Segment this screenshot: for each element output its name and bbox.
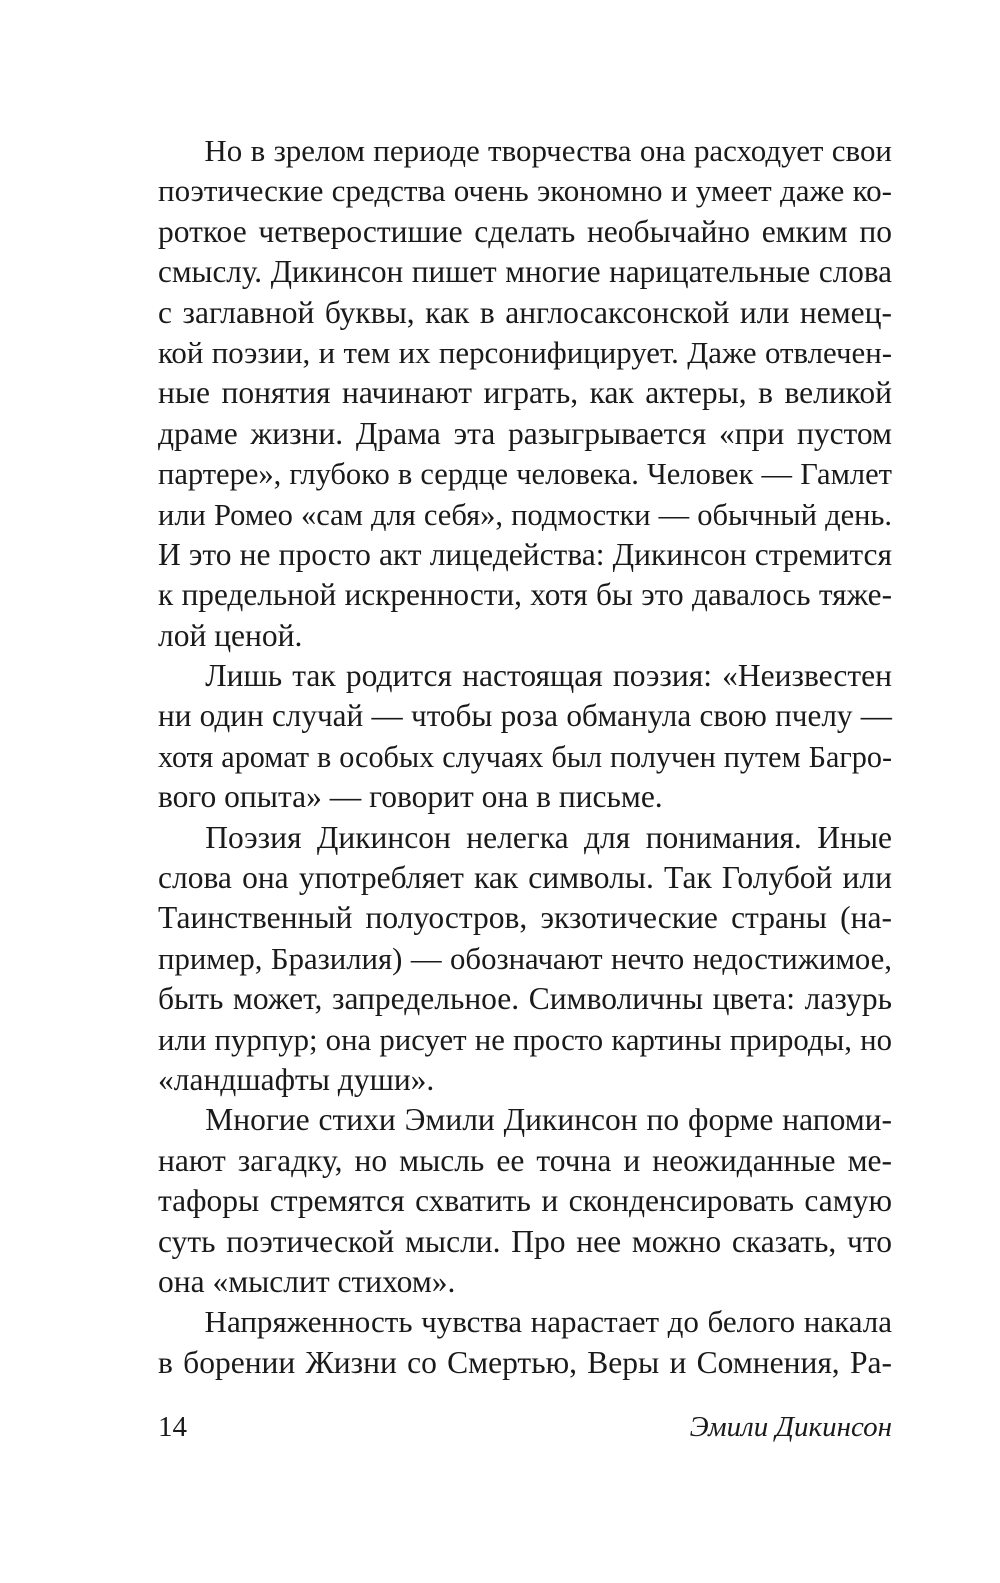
text-line: Таинственный полуостров, экзотические страны (на- [158, 900, 892, 936]
text-line: ные понятия начинают играть, как актеры, в великой [158, 375, 892, 411]
text-line: смыслу. Дикинсон пишет многие нарицательные слова [158, 254, 892, 290]
paragraph-1 [158, 131, 892, 656]
text-line: драме жизни. Драма эта разыгрывается «при пустом [158, 415, 892, 451]
text-line: Поэзия Дикинсон нелегка для понимания. Иные [158, 819, 892, 855]
text-line: Но в зрелом периоде творчества она расходует свои [158, 133, 892, 168]
text-line: с заглавной буквы, как в англосаксонской или немец- [158, 294, 892, 330]
text-line: или пурпур; она рисует не просто картины природы, но [158, 1022, 892, 1057]
text-line: пример, Бразилия) — обозначают нечто недостижимое, [158, 941, 892, 976]
text-line: тафоры стремятся схватить и сконденсировать самую [158, 1183, 892, 1219]
text-line: нают загадку, но мысль ее точна и неожиданные ме- [158, 1142, 892, 1178]
text-line: или Ромео «сам для себя», подмостки — обычный день. [158, 497, 892, 532]
paragraph-2 [158, 656, 892, 818]
paragraph-5 [158, 1302, 892, 1383]
text-line: Лишь так родится настоящая поэзия: «Неизвестен [158, 658, 892, 694]
text-line: И это не просто акт лицедейства: Дикинсон стремится [158, 536, 892, 572]
page-number: 14 [158, 1411, 187, 1443]
text-line: лой ценой. [158, 617, 303, 653]
text-line: к предельной искренности, хотя бы это давалось тяже- [158, 577, 892, 613]
text-line: партере», глубоко в сердце человека. Человек — Гамлет [158, 457, 892, 492]
text-line: вого опыта» — говорит она в письме. [158, 779, 663, 815]
paragraph-4 [158, 1100, 892, 1302]
text-line: роткое четверостишие сделать необычайно емким по [158, 213, 892, 249]
text-line: суть поэтической мысли. Про нее можно сказать, что [158, 1223, 892, 1259]
text-line: «ландшафты души». [158, 1061, 435, 1097]
text-line: ни один случай — чтобы роза обманула свою пчелу — [158, 698, 892, 734]
text-line: Напряженность чувства нарастает до белого накала [158, 1304, 892, 1340]
text-line: кой поэзии, и тем их персонифицирует. Даже отвлечен- [158, 334, 892, 370]
page-body [158, 131, 892, 1383]
text-line: слова она употребляет как символы. Так Голубой или [158, 860, 892, 896]
text-line: она «мыслит стихом». [158, 1263, 456, 1299]
text-line: в борении Жизни со Смертью, Веры и Сомнения, Ра- [158, 1344, 892, 1380]
text-line: поэтические средства очень экономно и умеет даже ко- [158, 173, 892, 209]
page-footer [158, 1407, 892, 1447]
text-line: Многие стихи Эмили Дикинсон по форме напоми- [158, 1102, 892, 1138]
running-title: Эмили Дикинсон [689, 1411, 892, 1443]
paragraph-3 [158, 818, 892, 1101]
text-line: быть может, запредельное. Символичны цвета: лазурь [158, 981, 892, 1017]
text-line: хотя аромат в особых случаях был получен путем Багро- [158, 739, 892, 774]
